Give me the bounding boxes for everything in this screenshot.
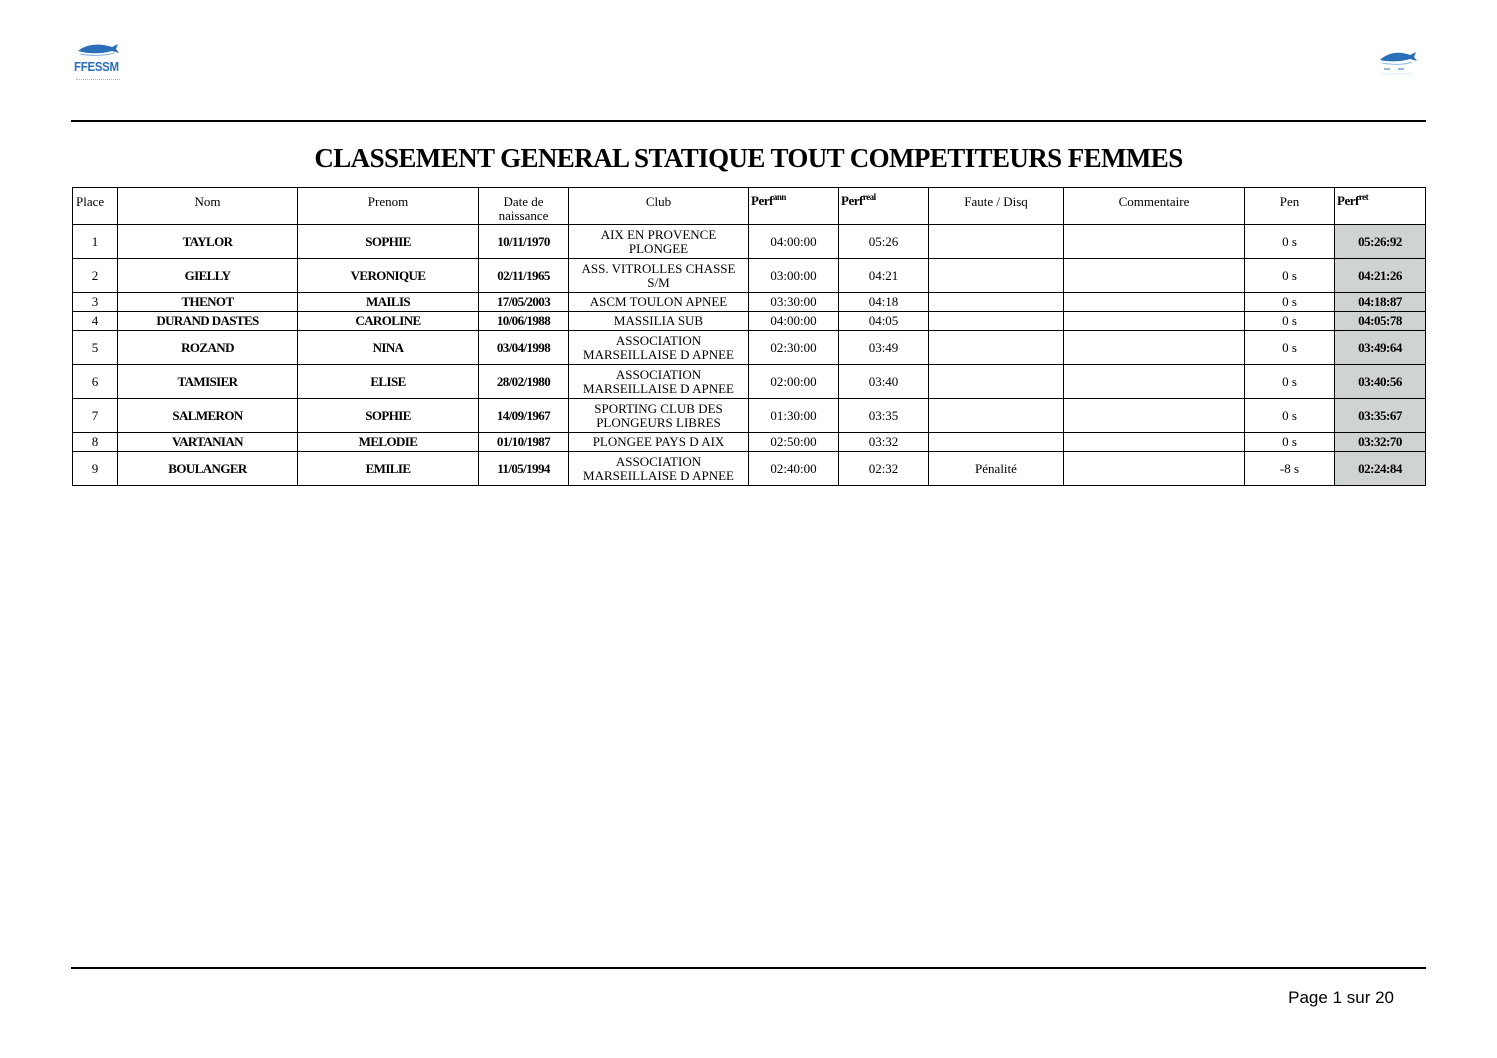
cell-perf-ann: 02:50:00 [749,433,839,452]
header-perf-ret-sup: ret [1358,192,1369,202]
table-row [73,331,1426,365]
cell-pen: 0 s [1245,312,1335,331]
cell-perf-ret: 04:18:87 [1335,293,1426,312]
table-row [73,293,1426,312]
cell-perf-real: 03:49 [839,331,929,365]
cell-nom: BOULANGER [118,452,298,486]
cell-pen: 0 s [1245,399,1335,433]
cell-nom: DURAND DASTES [118,312,298,331]
cell-club: ASSOCIATION MARSEILLAISE D APNEE [569,365,749,399]
table-row [73,312,1426,331]
cell-nom: TAYLOR [118,225,298,259]
cell-place: 3 [73,293,118,312]
cell-club: SPORTING CLUB DES PLONGEURS LIBRES [569,399,749,433]
cell-nom: THENOT [118,293,298,312]
header-perf-real-sup: real [862,192,876,202]
cell-commentaire [1064,433,1245,452]
cell-prenom: NINA [298,331,479,365]
cell-club: PLONGEE PAYS D AIX [569,433,749,452]
header-prenom: Prenom [298,188,479,225]
table-row [73,452,1426,486]
page-number: Page 1 sur 20 [1288,988,1394,1007]
footer-divider [71,967,1426,969]
cell-club: ASSOCIATION MARSEILLAISE D APNEE [569,452,749,486]
header-place: Place [73,188,118,225]
cell-date: 01/10/1987 [479,433,569,452]
cell-place: 5 [73,331,118,365]
cell-perf-ann: 03:00:00 [749,259,839,293]
cell-perf-real: 03:40 [839,365,929,399]
cell-prenom: SOPHIE [298,399,479,433]
cell-perf-ret: 03:32:70 [1335,433,1426,452]
ffessm-logo [72,38,124,86]
cell-prenom: CAROLINE [298,312,479,331]
cell-perf-real: 04:21 [839,259,929,293]
cell-faute [929,433,1064,452]
cell-perf-ann: 01:30:00 [749,399,839,433]
cell-faute [929,225,1064,259]
cell-perf-real: 05:26 [839,225,929,259]
cell-prenom: EMILIE [298,452,479,486]
cell-perf-real: 03:32 [839,433,929,452]
cell-club: ASS. VITROLLES CHASSE S/M [569,259,749,293]
cell-perf-ret: 05:26:92 [1335,225,1426,259]
cell-club: AIX EN PROVENCE PLONGEE [569,225,749,259]
cell-perf-ret: 03:49:64 [1335,331,1426,365]
cell-date: 10/11/1970 [479,225,569,259]
cell-pen: 0 s [1245,433,1335,452]
cell-perf-ret: 03:40:56 [1335,365,1426,399]
fish-logo-small-icon [1376,46,1418,78]
cell-place: 8 [73,433,118,452]
cell-club: ASSOCIATION MARSEILLAISE D APNEE [569,331,749,365]
cell-place: 6 [73,365,118,399]
cell-date: 10/06/1988 [479,312,569,331]
cell-date: 11/05/1994 [479,452,569,486]
cell-commentaire [1064,293,1245,312]
cell-faute [929,365,1064,399]
cell-perf-ann: 02:00:00 [749,365,839,399]
cell-place: 1 [73,225,118,259]
cell-pen: 0 s [1245,259,1335,293]
cell-club: MASSILIA SUB [569,312,749,331]
cell-commentaire [1064,331,1245,365]
ranking-table [72,187,1426,486]
cell-perf-ann: 04:00:00 [749,312,839,331]
cell-pen: 0 s [1245,331,1335,365]
page-title: CLASSEMENT GENERAL STATIQUE TOUT COMPETITEURS FEMMES [314,143,1183,173]
table-header-row [73,188,1426,225]
cell-commentaire [1064,365,1245,399]
cell-pen: -8 s [1245,452,1335,486]
header-pen: Pen [1245,188,1335,225]
cell-perf-ret: 02:24:84 [1335,452,1426,486]
header-club: Club [569,188,749,225]
cell-date: 02/11/1965 [479,259,569,293]
cell-faute [929,312,1064,331]
cell-faute: Pénalité [929,452,1064,486]
header-faute: Faute / Disq [929,188,1064,225]
cell-prenom: ELISE [298,365,479,399]
cell-place: 2 [73,259,118,293]
cell-commentaire [1064,399,1245,433]
cell-prenom: SOPHIE [298,225,479,259]
cell-club: ASCM TOULON APNEE [569,293,749,312]
header-commentaire: Commentaire [1064,188,1245,225]
cell-date: 28/02/1980 [479,365,569,399]
table-row [73,399,1426,433]
cell-prenom: VERONIQUE [298,259,479,293]
cell-faute [929,399,1064,433]
cell-pen: 0 s [1245,225,1335,259]
header-divider [71,120,1426,122]
cell-faute [929,331,1064,365]
cell-nom: SALMERON [118,399,298,433]
table-row [73,225,1426,259]
header-perf-real-label: Perf [841,193,863,208]
cell-place: 4 [73,312,118,331]
table-row [73,259,1426,293]
cell-perf-ann: 04:00:00 [749,225,839,259]
cell-perf-ret: 04:21:26 [1335,259,1426,293]
header-perf-ann-label: Perf [751,193,773,208]
cell-commentaire [1064,225,1245,259]
cell-perf-real: 04:05 [839,312,929,331]
cell-prenom: MELODIE [298,433,479,452]
cell-commentaire [1064,259,1245,293]
cell-prenom: MAILIS [298,293,479,312]
cell-commentaire [1064,312,1245,331]
cell-place: 7 [73,399,118,433]
cell-date: 14/09/1967 [479,399,569,433]
cell-date: 17/05/2003 [479,293,569,312]
cell-faute [929,293,1064,312]
cell-perf-real: 02:32 [839,452,929,486]
cell-perf-ann: 03:30:00 [749,293,839,312]
cell-perf-ret: 04:05:78 [1335,312,1426,331]
cell-perf-ret: 03:35:67 [1335,399,1426,433]
cell-place: 9 [73,452,118,486]
cell-faute [929,259,1064,293]
cell-perf-real: 03:35 [839,399,929,433]
cell-pen: 0 s [1245,293,1335,312]
table-row [73,433,1426,452]
cell-perf-ann: 02:40:00 [749,452,839,486]
cell-nom: ROZAND [118,331,298,365]
cell-perf-real: 04:18 [839,293,929,312]
header-date: Date de naissance [479,188,569,225]
cell-date: 03/04/1998 [479,331,569,365]
logo-text: FFESSM [74,59,119,74]
cell-pen: 0 s [1245,365,1335,399]
cell-nom: VARTANIAN [118,433,298,452]
header-perf-ann [749,188,839,225]
cell-perf-ann: 02:30:00 [749,331,839,365]
header-perf-ann-sup: ann [772,192,786,202]
header-perf-real [839,188,929,225]
cell-nom: TAMISIER [118,365,298,399]
fish-logo-icon [76,42,120,56]
header-perf-ret [1335,188,1426,225]
table-row [73,365,1426,399]
cell-nom: GIELLY [118,259,298,293]
cell-commentaire [1064,452,1245,486]
header-nom: Nom [118,188,298,225]
header-perf-ret-label: Perf [1337,193,1359,208]
logo-tagline [76,79,120,83]
